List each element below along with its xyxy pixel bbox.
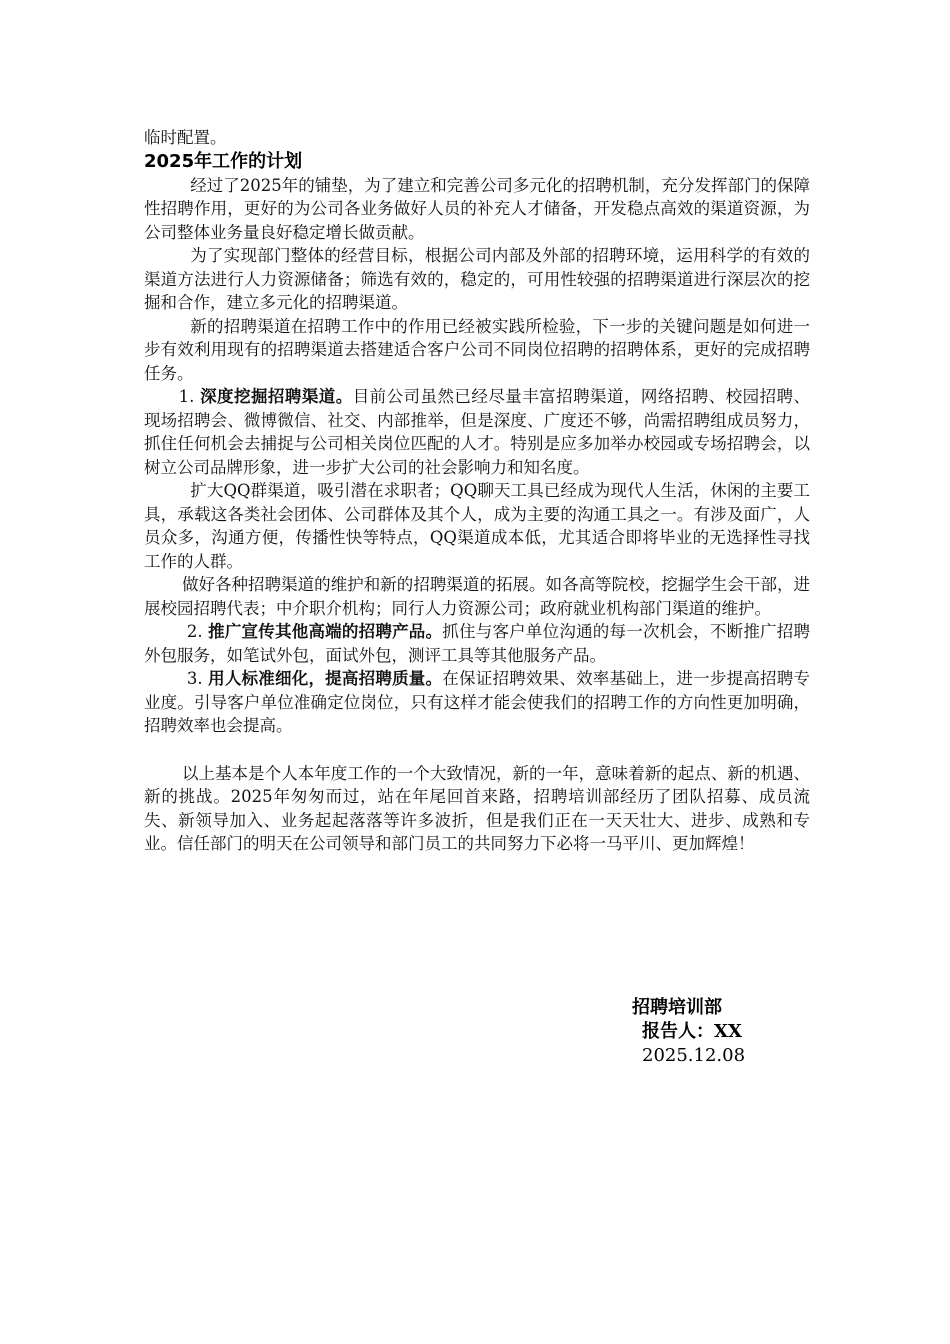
- signature-block: [632, 996, 745, 1068]
- list-item-2-text: 抓住与客户单位沟通的每一次机会，不断推广招聘外包服务，如笔试外包，面试外包，测评工具等其他服务产品。: [144, 622, 810, 665]
- document-body: [144, 126, 810, 856]
- list-item-1: [144, 385, 810, 479]
- list-item-3-text: 在保证招聘效果、效率基础上，进一步提高招聘专业度。引导客户单位准确定位岗位，只有这样才能会使我们的招聘工作的方向性更加明确，招聘效率也会提高。: [144, 669, 810, 735]
- paragraph-6: 以上基本是个人本年度工作的一个大致情况，新的一年，意味着新的起点、新的机遇、新的挑战。2025年匆匆而过，站在年尾回首来路，招聘培训部经历了团队招募、成员流失、新领导加入、业务起起落落等许多波折，但是我们正在一天天壮大、进步、成熟和专业。信任部门的明天在公司领导和部门员工的共同努力下必将一马平川、更加辉煌！: [144, 763, 810, 853]
- list-item-3-number: 3.: [186, 669, 209, 688]
- section-title: 2025年工作的计划: [144, 150, 303, 172]
- signature-date: 2025.12.08: [642, 1045, 746, 1066]
- list-item-2: [144, 620, 810, 667]
- signature-department: 招聘培训部: [632, 997, 722, 1018]
- paragraph-2: 为了实现部门整体的经营目标，根据公司内部及外部的招聘环境，运用科学的有效的渠道方法进行人力资源储备；筛选有效的，稳定的，可用性较强的招聘渠道进行深层次的挖掘和合作，建立多元化的招聘渠道。: [144, 246, 810, 312]
- paragraph-4: 扩大QQ群渠道，吸引潜在求职者；QQ聊天工具已经成为现代人生活，休闲的主要工具，承载这各类社会团体、公司群体及其个人，成为主要的沟通工具之一。有涉及面广，人员众多，沟通方便，传播性快等特点，QQ渠道成本低，尤其适合即将毕业的无选择性寻找工作的人群。: [144, 481, 810, 571]
- list-item-1-number: 1.: [178, 387, 201, 406]
- signature-reporter: 报告人：XX: [642, 1021, 742, 1042]
- paragraph-1: 经过了2025年的铺垫，为了建立和完善公司多元化的招聘机制，充分发挥部门的保障性招聘作用，更好的为公司各业务做好人员的补充人才储备，开发稳点高效的渠道资源，为公司整体业务量良好稳定增长做贡献。: [144, 175, 810, 242]
- list-item-3: [144, 667, 810, 738]
- list-item-2-number: 2.: [186, 622, 209, 641]
- list-item-1-heading: 深度挖掘招聘渠道。: [200, 387, 353, 406]
- list-item-3-heading: 用人标准细化，提高招聘质量。: [208, 669, 443, 688]
- intro-line: 临时配置。: [144, 128, 227, 147]
- list-item-1-text: 目前公司虽然已经尽量丰富招聘渠道，网络招聘、校园招聘、现场招聘会、微博微信、社交、内部推举，但是深度、广度还不够，尚需招聘组成员努力，抓住任何机会去捕捉与公司相关岗位匹配的人才。特别是应多加举办校园或专场招聘会，以树立公司品牌形象，进一步扩大公司的社会影响力和知名度。: [144, 387, 811, 477]
- paragraph-5: 做好各种招聘渠道的维护和新的招聘渠道的拓展。如各高等院校，挖掘学生会干部，进展校园招聘代表；中介职介机构；同行人力资源公司；政府就业机构部门渠道的维护。: [144, 575, 810, 618]
- paragraph-3: 新的招聘渠道在招聘工作中的作用已经被实践所检验，下一步的关键问题是如何进一步有效利用现有的招聘渠道去搭建适合客户公司不同岗位招聘的招聘体系，更好的完成招聘任务。: [144, 316, 810, 383]
- list-item-2-heading: 推广宣传其他高端的招聘产品。: [208, 622, 443, 641]
- paragraph-gap: [144, 738, 810, 762]
